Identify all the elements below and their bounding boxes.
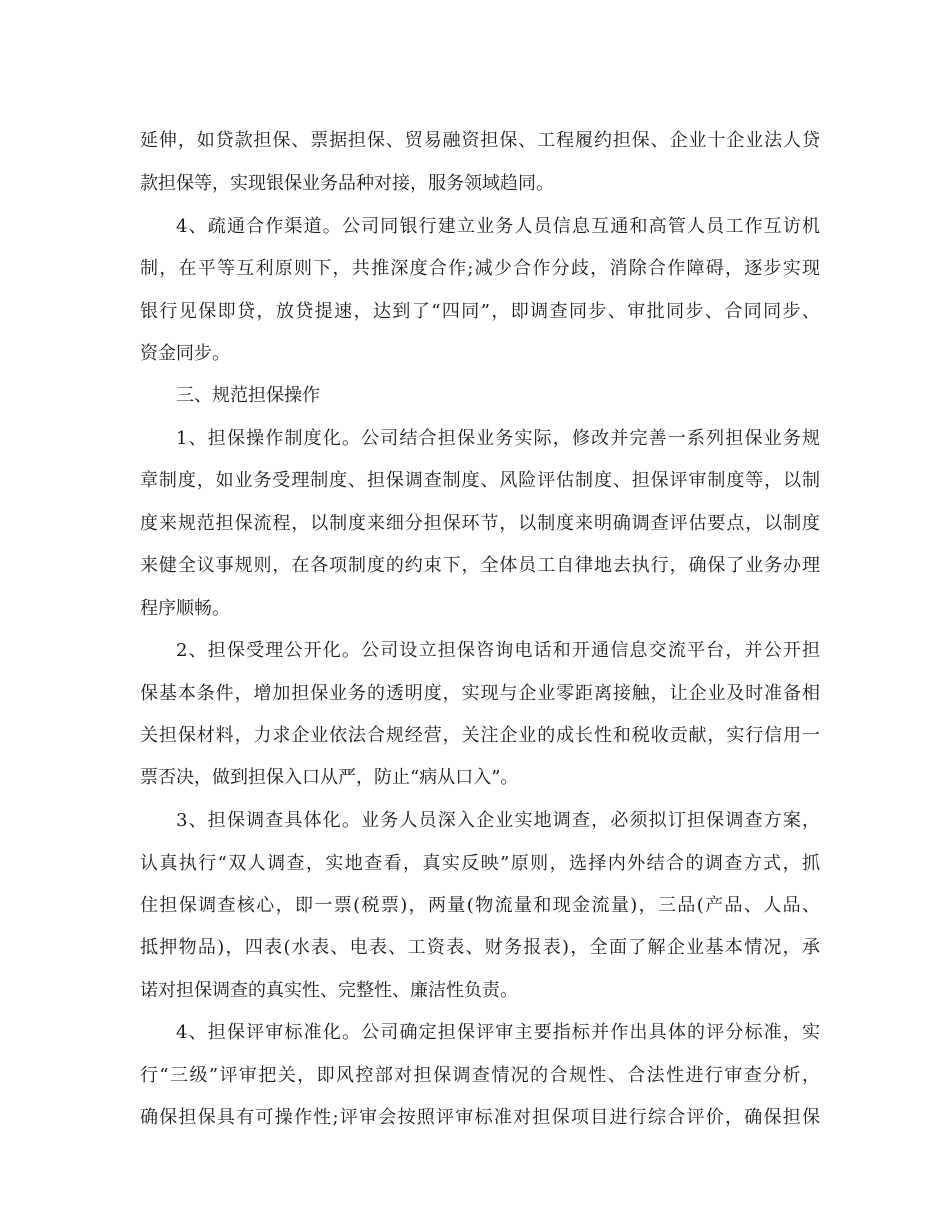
text-line: 款担保等，实现银保业务品种对接，服务领域趋同。 xyxy=(140,173,554,194)
text-line: 来健全议事规则，在各项制度的约束下，全体员工自律地去执行，确保了业务办理 xyxy=(140,555,820,576)
text-line: 程序顺畅。 xyxy=(140,598,230,619)
text-line: 资金同步。 xyxy=(140,343,230,364)
text-line: 延伸，如贷款担保、票据担保、贸易融资担保、工程履约担保、企业十企业法人贷 xyxy=(140,130,820,151)
text-line: 抵押物品)，四表(水表、电表、工资表、财务报表)，全面了解企业基本情况，承 xyxy=(140,937,820,958)
paragraph-start-line: 2、担保受理公开化。公司设立担保咨询电话和开通信息交流平台，并公开担 xyxy=(176,640,820,661)
text-line: 诺对担保调查的真实性、完整性、廉洁性负责。 xyxy=(140,980,518,1001)
text-line: 认真执行“双人调查，实地查看，真实反映”原则，选择内外结合的调查方式，抓 xyxy=(140,853,820,874)
text-line: 度来规范担保流程，以制度来细分担保环节，以制度来明确调查评估要点，以制度 xyxy=(140,513,820,534)
paragraph-start-line: 4、疏通合作渠道。公司同银行建立业务人员信息互通和高管人员工作互访机 xyxy=(176,216,820,237)
section-heading: 三、规范担保操作 xyxy=(176,385,320,406)
text-line: 住担保调查核心，即一票(税票)，两量(物流量和现金流量)，三品(产品、人品、 xyxy=(140,895,820,916)
text-line: 保基本条件，增加担保业务的透明度，实现与企业零距离接触，让企业及时准备相 xyxy=(140,683,820,704)
paragraph-start-line: 1、担保操作制度化。公司结合担保业务实际，修改并完善一系列担保业务规 xyxy=(176,428,820,449)
text-line: 制，在平等互利原则下，共推深度合作;减少合作分歧，消除合作障碍，逐步实现 xyxy=(140,258,820,279)
paragraph-start-line: 3、担保调查具体化。业务人员深入企业实地调查，必须拟订担保调查方案， xyxy=(176,810,820,831)
text-line: 关担保材料，力求企业依法合规经营，关注企业的成长性和税收贡献，实行信用一 xyxy=(140,725,820,746)
text-line: 银行见保即贷，放贷提速，达到了“四同”，即调查同步、审批同步、合同同步、 xyxy=(140,301,820,322)
text-line: 票否决，做到担保入口从严，防止“病从口入”。 xyxy=(140,767,519,788)
text-line: 确保担保具有可操作性;评审会按照评审标准对担保项目进行综合评价，确保担保 xyxy=(140,1107,820,1128)
paragraph-start-line: 4、担保评审标准化。公司确定担保评审主要指标并作出具体的评分标准，实 xyxy=(176,1022,820,1043)
text-line: 行“三级”评审把关，即风控部对担保调查情况的合规性、合法性进行审查分析， xyxy=(140,1065,820,1086)
text-line: 章制度，如业务受理制度、担保调查制度、风险评估制度、担保评审制度等，以制 xyxy=(140,470,820,491)
